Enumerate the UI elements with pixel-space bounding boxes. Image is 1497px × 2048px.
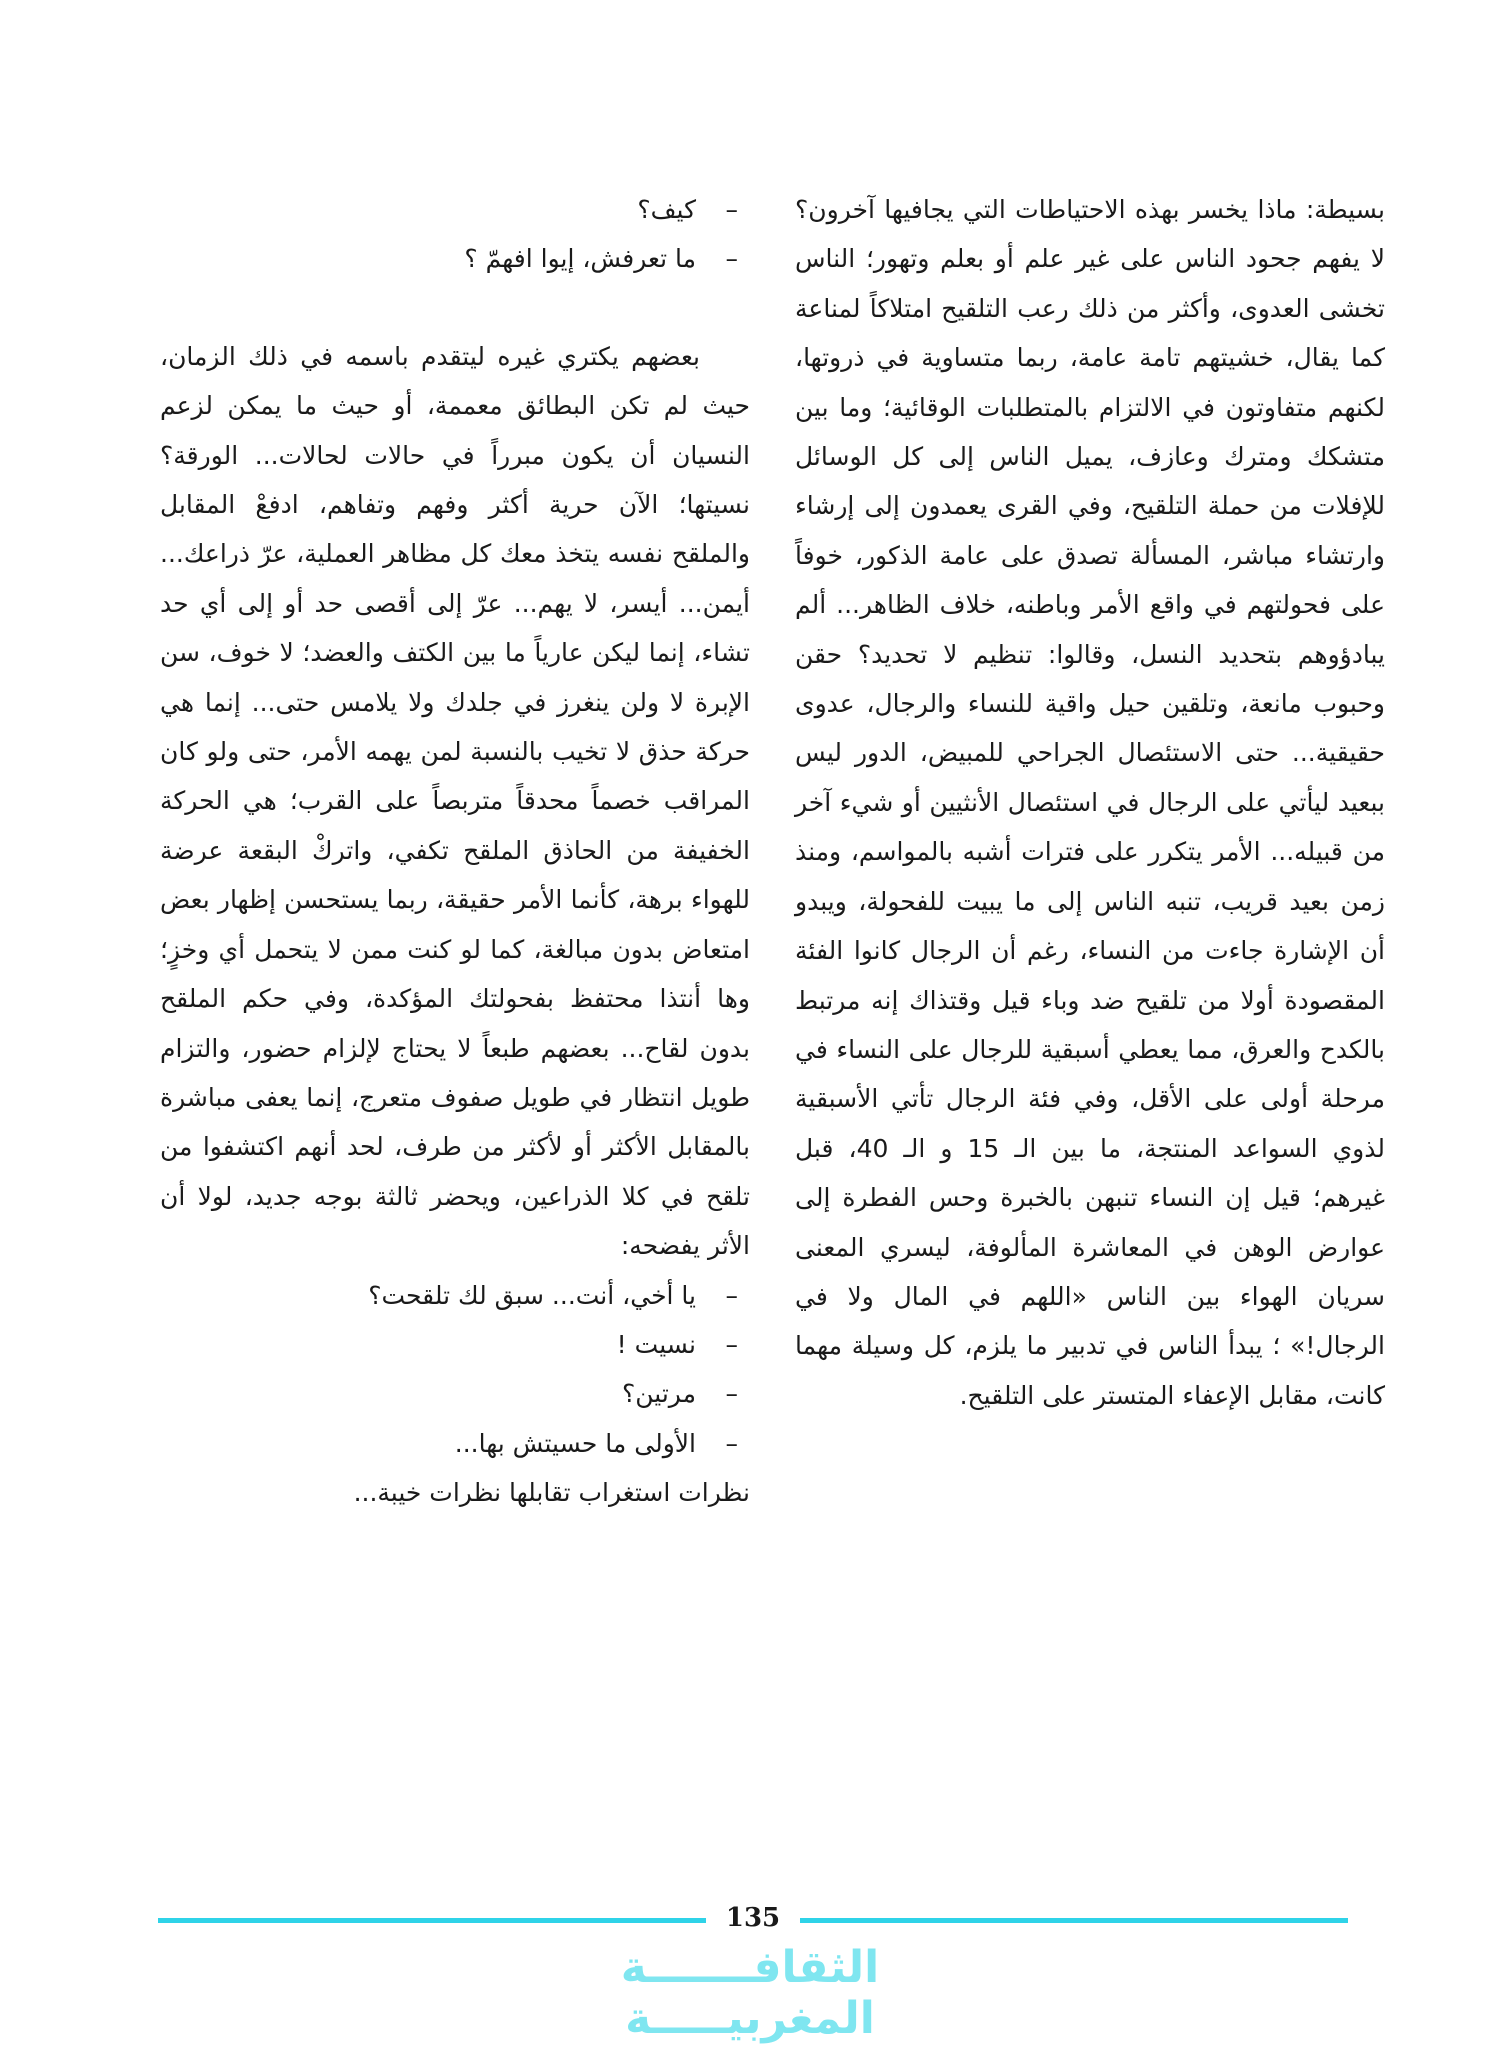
right-column-paragraph: بسيطة: ماذا يخسر بهذه الاحتياطات التي يجافيها آخرون؟ لا يفهم جحود الناس على غير علم أو بعلم وتهور؛ الناس تخشى العدوى، وأكثر من ذلك رعب التلقيح امتلاكاً لمناعة كما يقال، خشيتهم تامة عامة، ربما متساوية في ذروتها، لكنهم متفاوتون في الالتزام بالمتطلبات الوقائية؛ وما بين متشكك ومترك وعازف، يميل الناس إلى كل الوسائل للإفلات من حملة التلقيح، وفي القرى يعمدون إلى إرشاء وارتشاء مباشر، المسألة تصدق على عامة الذكور، خوفاً على فحولتهم في واقع الأمر وباطنه، خلاف الظاهر... ألم يبادؤوهم بتحديد النسل، وقالوا: تنظيم لا تحديد؟ حقن وحبوب مانعة، وتلقين حيل واقية للنساء والرجال، عدوى حقيقية... حتى الاستئصال الجراحي للمبيض، الدور ليس ببعيد ليأتي على الرجال في استئصال الأنثيين أو شيء آخر من قبيله... الأمر يتكرر على فترات أشبه بالمواسم، ومنذ زمن بعيد قريب، تنبه الناس إلى ما يبيت للفحولة، ويبدو أن الإشارة جاءت من النساء، رغم أن الرجال كانوا الفئة المقصودة أولا من تلقيح ضد وباء قيل وقتذاك إنه مرتبط بالكدح والعرق، مما يعطي أسبقية للرجال على النساء في مرحلة أولى على الأقل، وفي فئة الرجال تأتي الأسبقية لذوي السواعد المنتجة، ما بين الـ 15 و الـ 40، قبل غيرهم؛ قيل إن النساء تنبهن بالخبرة وحس الفطرة إلى عوارض الوهن في المعاشرة المألوفة، ليسري المعنى سريان الهواء بين الناس «اللهم في المال ولا في الرجال!» ؛ يبدأ الناس في تدبير ما يلزم، كل وسيلة مهما كانت، مقابل الإعفاء المتستر على التلقيح. <box>795 195 1385 1410</box>
dialogue-top <box>160 185 750 284</box>
dialogue-line: – نسيت ! <box>160 1320 750 1369</box>
dialogue-line: – كيف؟ <box>160 185 750 234</box>
dialogue-line: – يا أخي، أنت... سبق لك تلقحت؟ <box>160 1271 750 1320</box>
dialogue-line: – الأولى ما حسيتش بها... <box>160 1419 750 1468</box>
section-gap <box>160 284 750 332</box>
left-column-paragraph: بعضهم يكتري غيره ليتقدم باسمه في ذلك الزمان، حيث لم تكن البطائق معممة، أو حيث ما يمكن لزعم النسيان أن يكون مبرراً في حالات لحالات... الورقة؟ نسيتها؛ الآن حرية أكثر وفهم وتفاهم، ادفعْ المقابل والملقح نفسه يتخذ معك كل مظاهر العملية، عرّ ذراعك... أيمن... أيسر، لا يهم... عرّ إلى أقصى حد أو إلى أي حد تشاء، إنما ليكن عارياً ما بين الكتف والعضد؛ لا خوف، سن الإبرة لا ولن ينغرز في جلدك ولا يلامس حتى... إنما هي حركة حذق لا تخيب بالنسبة لمن يهمه الأمر، حتى ولو كان المراقب خصماً محدقاً متربصاً على القرب؛ هي الحركة الخفيفة من الحاذق الملقح تكفي، واتركْ البقعة عرضة للهواء برهة، كأنما الأمر حقيقة، ربما يستحسن إظهار بعض امتعاض بدون مبالغة، كما لو كنت ممن لا يتحمل أي وخزٍ؛ وها أنتذا محتفظ بفحولتك المؤكدة، وفي حكم الملقح بدون لقاح... بعضهم طبعاً لا يحتاج لإلزام حضور، والتزام طويل انتظار في طويل صفوف متعرج، إنما يعفى مباشرة بالمقابل الأكثر أو لأكثر من طرف، لحد أنهم اكتشفوا من تلقح في كلا الذراعين، ويحضر ثالثة بوجه جديد، لولا أن الأثر يفضحه: <box>160 341 750 1261</box>
magazine-logo: الثقافـــــــة المغربيـــــة <box>620 1942 880 2044</box>
page-number: 135 <box>725 1903 781 1933</box>
dialogue-line: – ما تعرفش، إيوا افهمّ ؟ <box>160 234 750 283</box>
dialogue-line: – مرتين؟ <box>160 1369 750 1418</box>
footer-rule-left <box>158 1918 706 1923</box>
dialogue-bottom <box>160 1271 750 1469</box>
right-column <box>795 185 1385 1420</box>
closing-line: نظرات استغراب تقابلها نظرات خيبة... <box>353 1478 750 1508</box>
footer-rule-right <box>800 1918 1348 1923</box>
left-column <box>160 185 750 1518</box>
